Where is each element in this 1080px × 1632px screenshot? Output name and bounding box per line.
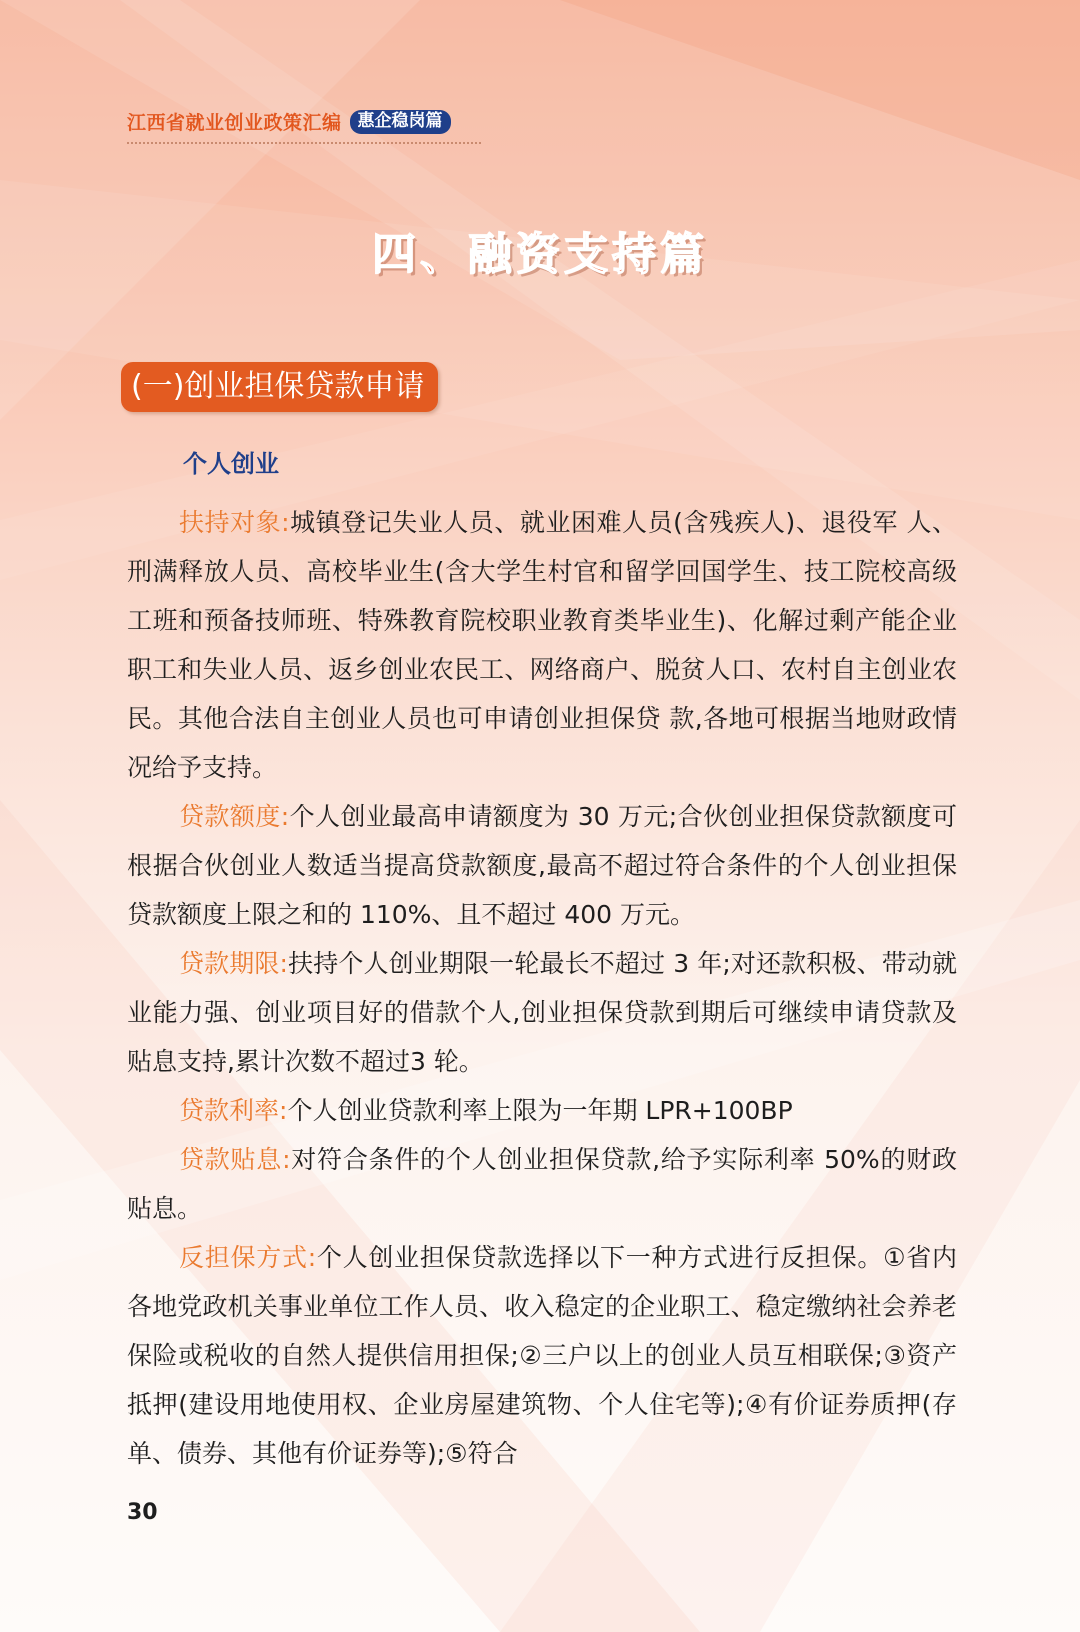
paragraph-eligible-targets — [127, 498, 957, 792]
term-label: 反担保方式: — [179, 1243, 317, 1272]
term-label: 贷款利率: — [179, 1096, 288, 1125]
series-badge: 惠企稳岗篇 — [350, 110, 451, 134]
paragraph-text: 个人创业最高申请额度为 30 万元;合伙创业担保贷款额度可根据合伙创业人数适当提高贷款额度,最高不超过符合条件的个人创业担保贷款额度上限之和的 110%、且不超过 400 万元。 — [127, 802, 957, 929]
paragraph-interest-subsidy — [127, 1135, 957, 1233]
paragraph-loan-amount — [127, 792, 957, 939]
paragraph-interest-rate — [127, 1086, 957, 1135]
chapter-title: 四、融资支持篇 — [372, 229, 708, 280]
paragraph-text: 个人创业贷款利率上限为一年期 LPR+100BP — [287, 1096, 793, 1125]
term-label: 贷款贴息: — [179, 1145, 291, 1174]
paragraph-counter-guarantee — [127, 1233, 957, 1478]
term-label: 贷款期限: — [179, 949, 288, 978]
paragraph-text: 对符合条件的个人创业担保贷款,给予实际利率 50%的财政贴息。 — [127, 1145, 957, 1223]
term-label: 扶持对象: — [179, 508, 290, 537]
paragraph-text: 城镇登记失业人员、就业困难人员(含残疾人)、退役军 人、刑满释放人员、高校毕业生(含大学生村官和留学回国学生、技工院校高级工班和预备技师班、特殊教育院校职业教育类毕业生)、化解过剩产能企业职工和失业人员、返乡创业农民工、网络商户、脱贫人口、农村自主创业农民。其他合法自主创业人员也可申请创业担保贷 款,各地可根据当地财政情况给予支持。 — [127, 508, 957, 782]
paragraph-text: 扶持个人创业期限一轮最长不超过 3 年;对还款积极、带动就业能力强、创业项目好的借款个人,创业担保贷款到期后可继续申请贷款及贴息支持,累计次数不超过3 轮。 — [127, 949, 957, 1076]
paragraph-loan-term — [127, 939, 957, 1086]
term-label: 贷款额度: — [179, 802, 290, 831]
subsection-heading: 个人创业 — [183, 450, 279, 478]
section-banner: (一)创业担保贷款申请 — [121, 362, 438, 412]
series-title: 江西省就业创业政策汇编 — [127, 112, 342, 134]
page-number: 30 — [127, 1500, 158, 1525]
running-header — [127, 108, 451, 135]
body-text — [127, 498, 957, 1478]
header-divider — [127, 142, 481, 144]
paragraph-text: 个人创业担保贷款选择以下一种方式进行反担保。①省内各地党政机关事业单位工作人员、收入稳定的企业职工、稳定缴纳社会养老保险或税收的自然人提供信用担保;②三户以上的创业人员互相联保;③资产抵押(建设用地使用权、企业房屋建筑物、个人住宅等);④有价证券质押(存单、债券、其他有价证券等);⑤符合 — [127, 1243, 957, 1468]
